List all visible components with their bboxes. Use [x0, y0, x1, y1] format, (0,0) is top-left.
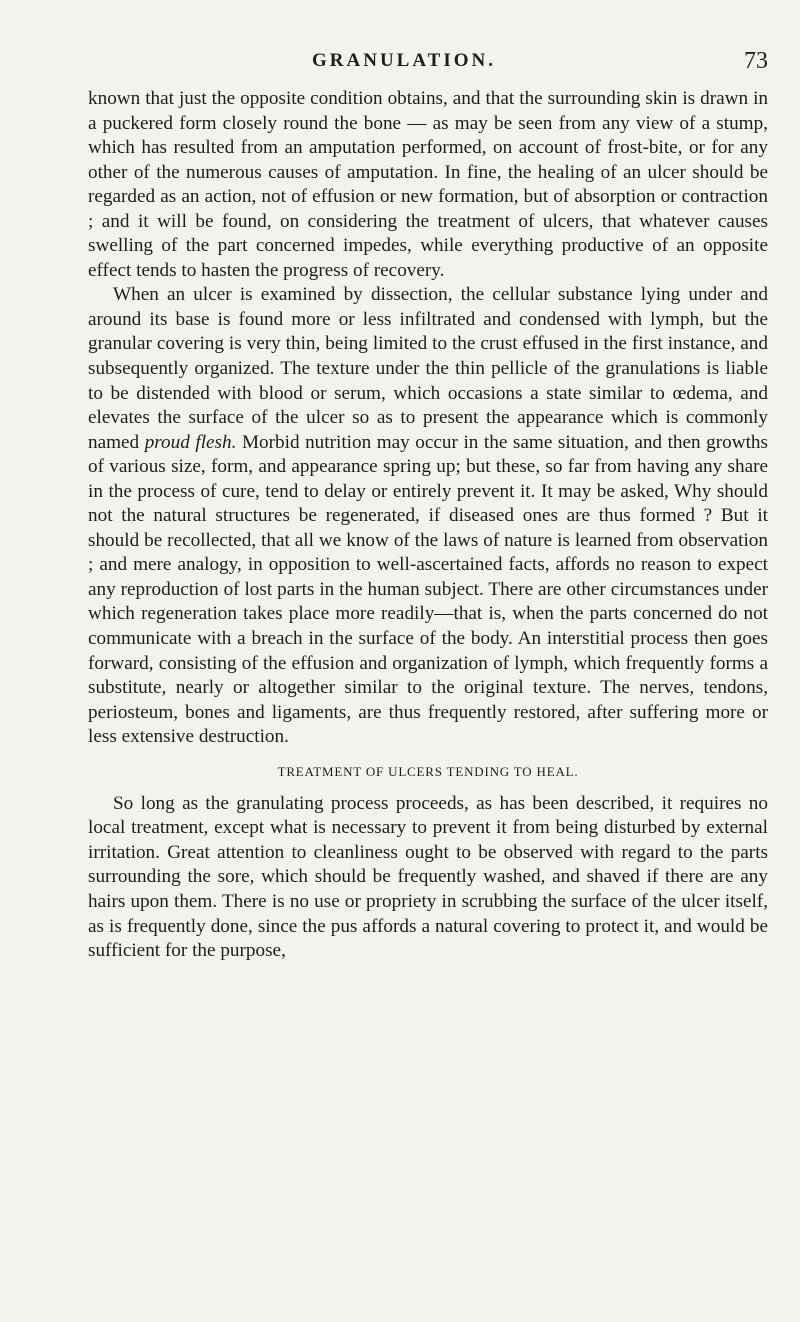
- page-number: 73: [744, 48, 768, 74]
- paragraph-text-before-emphasis: When an ulcer is examined by dissection, the cellular substance lying under and around its base is found more or less infiltrated and condensed with lymph, but the granular covering is very thin, being limited to the crust effused in the first instance, and subsequently organized. The texture under the thin pellicle of the granulations is liable to be distended with blood or serum, which occasions a state similar to œdema, and elevates the surface of the ulcer so as to present the appearance which is commonly named: [88, 284, 768, 453]
- paragraph-continuation: known that just the opposite condition obtains, and that the surrounding skin is drawn in a puckered form closely round the bone — as may be seen from any view of a stump, which has resulted from an amputation performed, on account of frost-bite, or for any other of the numerous causes of amputation. In fine, the healing of an ulcer should be regarded as an action, not of effusion or new formation, but of absorption or contraction ; and it will be found, on considering the treatment of ulcers, that whatever causes swelling of the part concerned impedes, while everything productive of an opposite effect tends to hasten the progress of recovery.: [88, 88, 768, 281]
- emphasis-proud-flesh: proud flesh.: [144, 431, 237, 453]
- body-text: [88, 87, 768, 964]
- running-head: [88, 50, 768, 76]
- paragraph-ulcer-dissection: [88, 283, 768, 749]
- running-title: GRANULATION.: [312, 50, 496, 71]
- paragraph-treatment: So long as the granulating process proceeds, as has been described, it requires no local treatment, except what is necessary to prevent it from being disturbed by external irritation. Great attention to cleanliness ought to be observed with regard to the parts surrounding the sore, which should be frequently washed, and shaved if there are any hairs upon them. There is no use or propriety in scrubbing the surface of the ulcer itself, as is frequently done, since the pus affords a natural covering to protect it, and would be sufficient for the purpose,: [88, 792, 768, 962]
- section-heading: TREATMENT OF ULCERS TENDING TO HEAL.: [277, 763, 579, 779]
- paragraph-text-after-emphasis: Morbid nutrition may occur in the same situation, and then growths of various size, form, and appearance spring up; but these, so far from having any share in the process of cure, tend to delay or entirely prevent it. It may be asked, Why should not the natural structures be regenerated, if diseased ones are thus formed ? But it should be recollected, that all we know of the laws of nature is learned from observation ; and mere analogy, in opposition to well-ascertained facts, affords no reason to expect any reproduction of lost parts in the human subject. There are other circumstances under which regeneration takes place more readily—that is, when the parts concerned do not communicate with a breach in the surface of the body. An interstitial process then goes forward, consisting of the effusion and organization of lymph, which frequently forms a substitute, nearly or altogether similar to the original texture. The nerves, tendons, periosteum, bones and ligaments, are thus frequently restored, after suffering more or less extensive destruction.: [88, 431, 768, 748]
